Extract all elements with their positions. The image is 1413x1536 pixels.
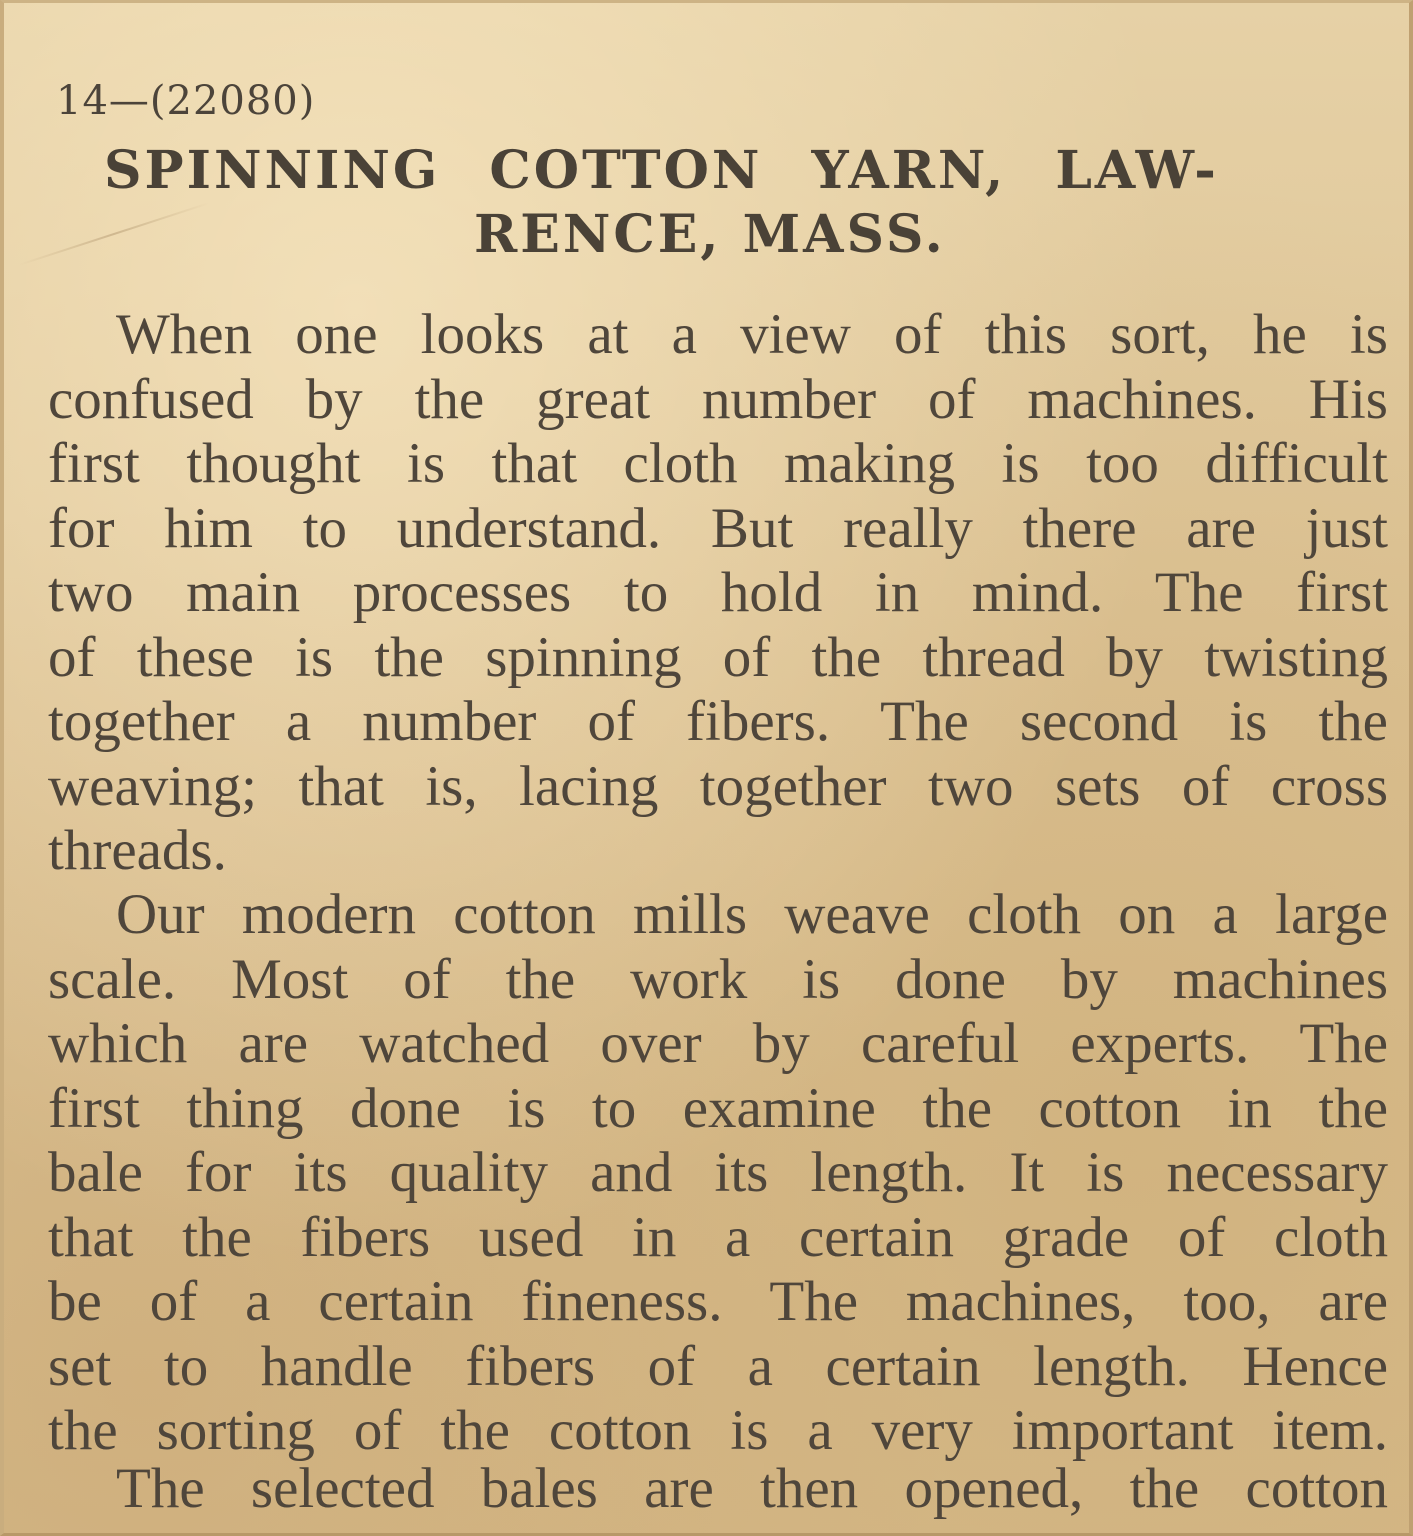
- body-paragraph-1: [48, 303, 1388, 884]
- text-line: confused by the great number of machines. His: [48, 367, 1388, 431]
- text-line: together a number of fibers. The second is the: [48, 690, 1388, 753]
- text-line: When one looks at a view of this sort, he is: [116, 303, 1388, 366]
- text-line: scale. Most of the work is done by machines: [48, 947, 1388, 1011]
- text-line: be of a certain fineness. The machines, too, are: [48, 1270, 1388, 1333]
- text-line: set to handle fibers of a certain length. Hence: [48, 1334, 1388, 1398]
- card-reference-number: 14—(22080): [56, 78, 316, 124]
- card-title-line-1: SPINNING COTTON YARN, LAW-: [104, 140, 1219, 201]
- text-line: that the fibers used in a certain grade of cloth: [48, 1205, 1388, 1269]
- body-paragraph-2: [48, 883, 1388, 1464]
- text-line: Our modern cotton mills weave cloth on a large: [116, 883, 1388, 946]
- text-line: two main processes to hold in mind. The first: [48, 561, 1388, 624]
- text-line: the sorting of the cotton is a very important item.: [48, 1399, 1388, 1462]
- text-line: bale for its quality and its length. It is necessary: [48, 1141, 1388, 1204]
- text-line: first thought is that cloth making is too difficult: [48, 432, 1388, 495]
- text-line: first thing done is to examine the cotton in the: [48, 1076, 1388, 1140]
- text-line: of these is the spinning of the thread by twisting: [48, 625, 1388, 689]
- text-line: threads.: [48, 819, 227, 882]
- text-line: The selected bales are then opened, the cotton: [116, 1457, 1388, 1520]
- text-line: which are watched over by careful experts. The: [48, 1012, 1388, 1075]
- body-paragraph-3: [48, 1457, 1388, 1522]
- card-title-line-2: RENCE, MASS.: [474, 204, 946, 265]
- paper-crease: [19, 202, 210, 266]
- text-line: for him to understand. But really there are just: [48, 496, 1388, 560]
- text-line: weaving; that is, lacing together two sets of cross: [48, 754, 1388, 818]
